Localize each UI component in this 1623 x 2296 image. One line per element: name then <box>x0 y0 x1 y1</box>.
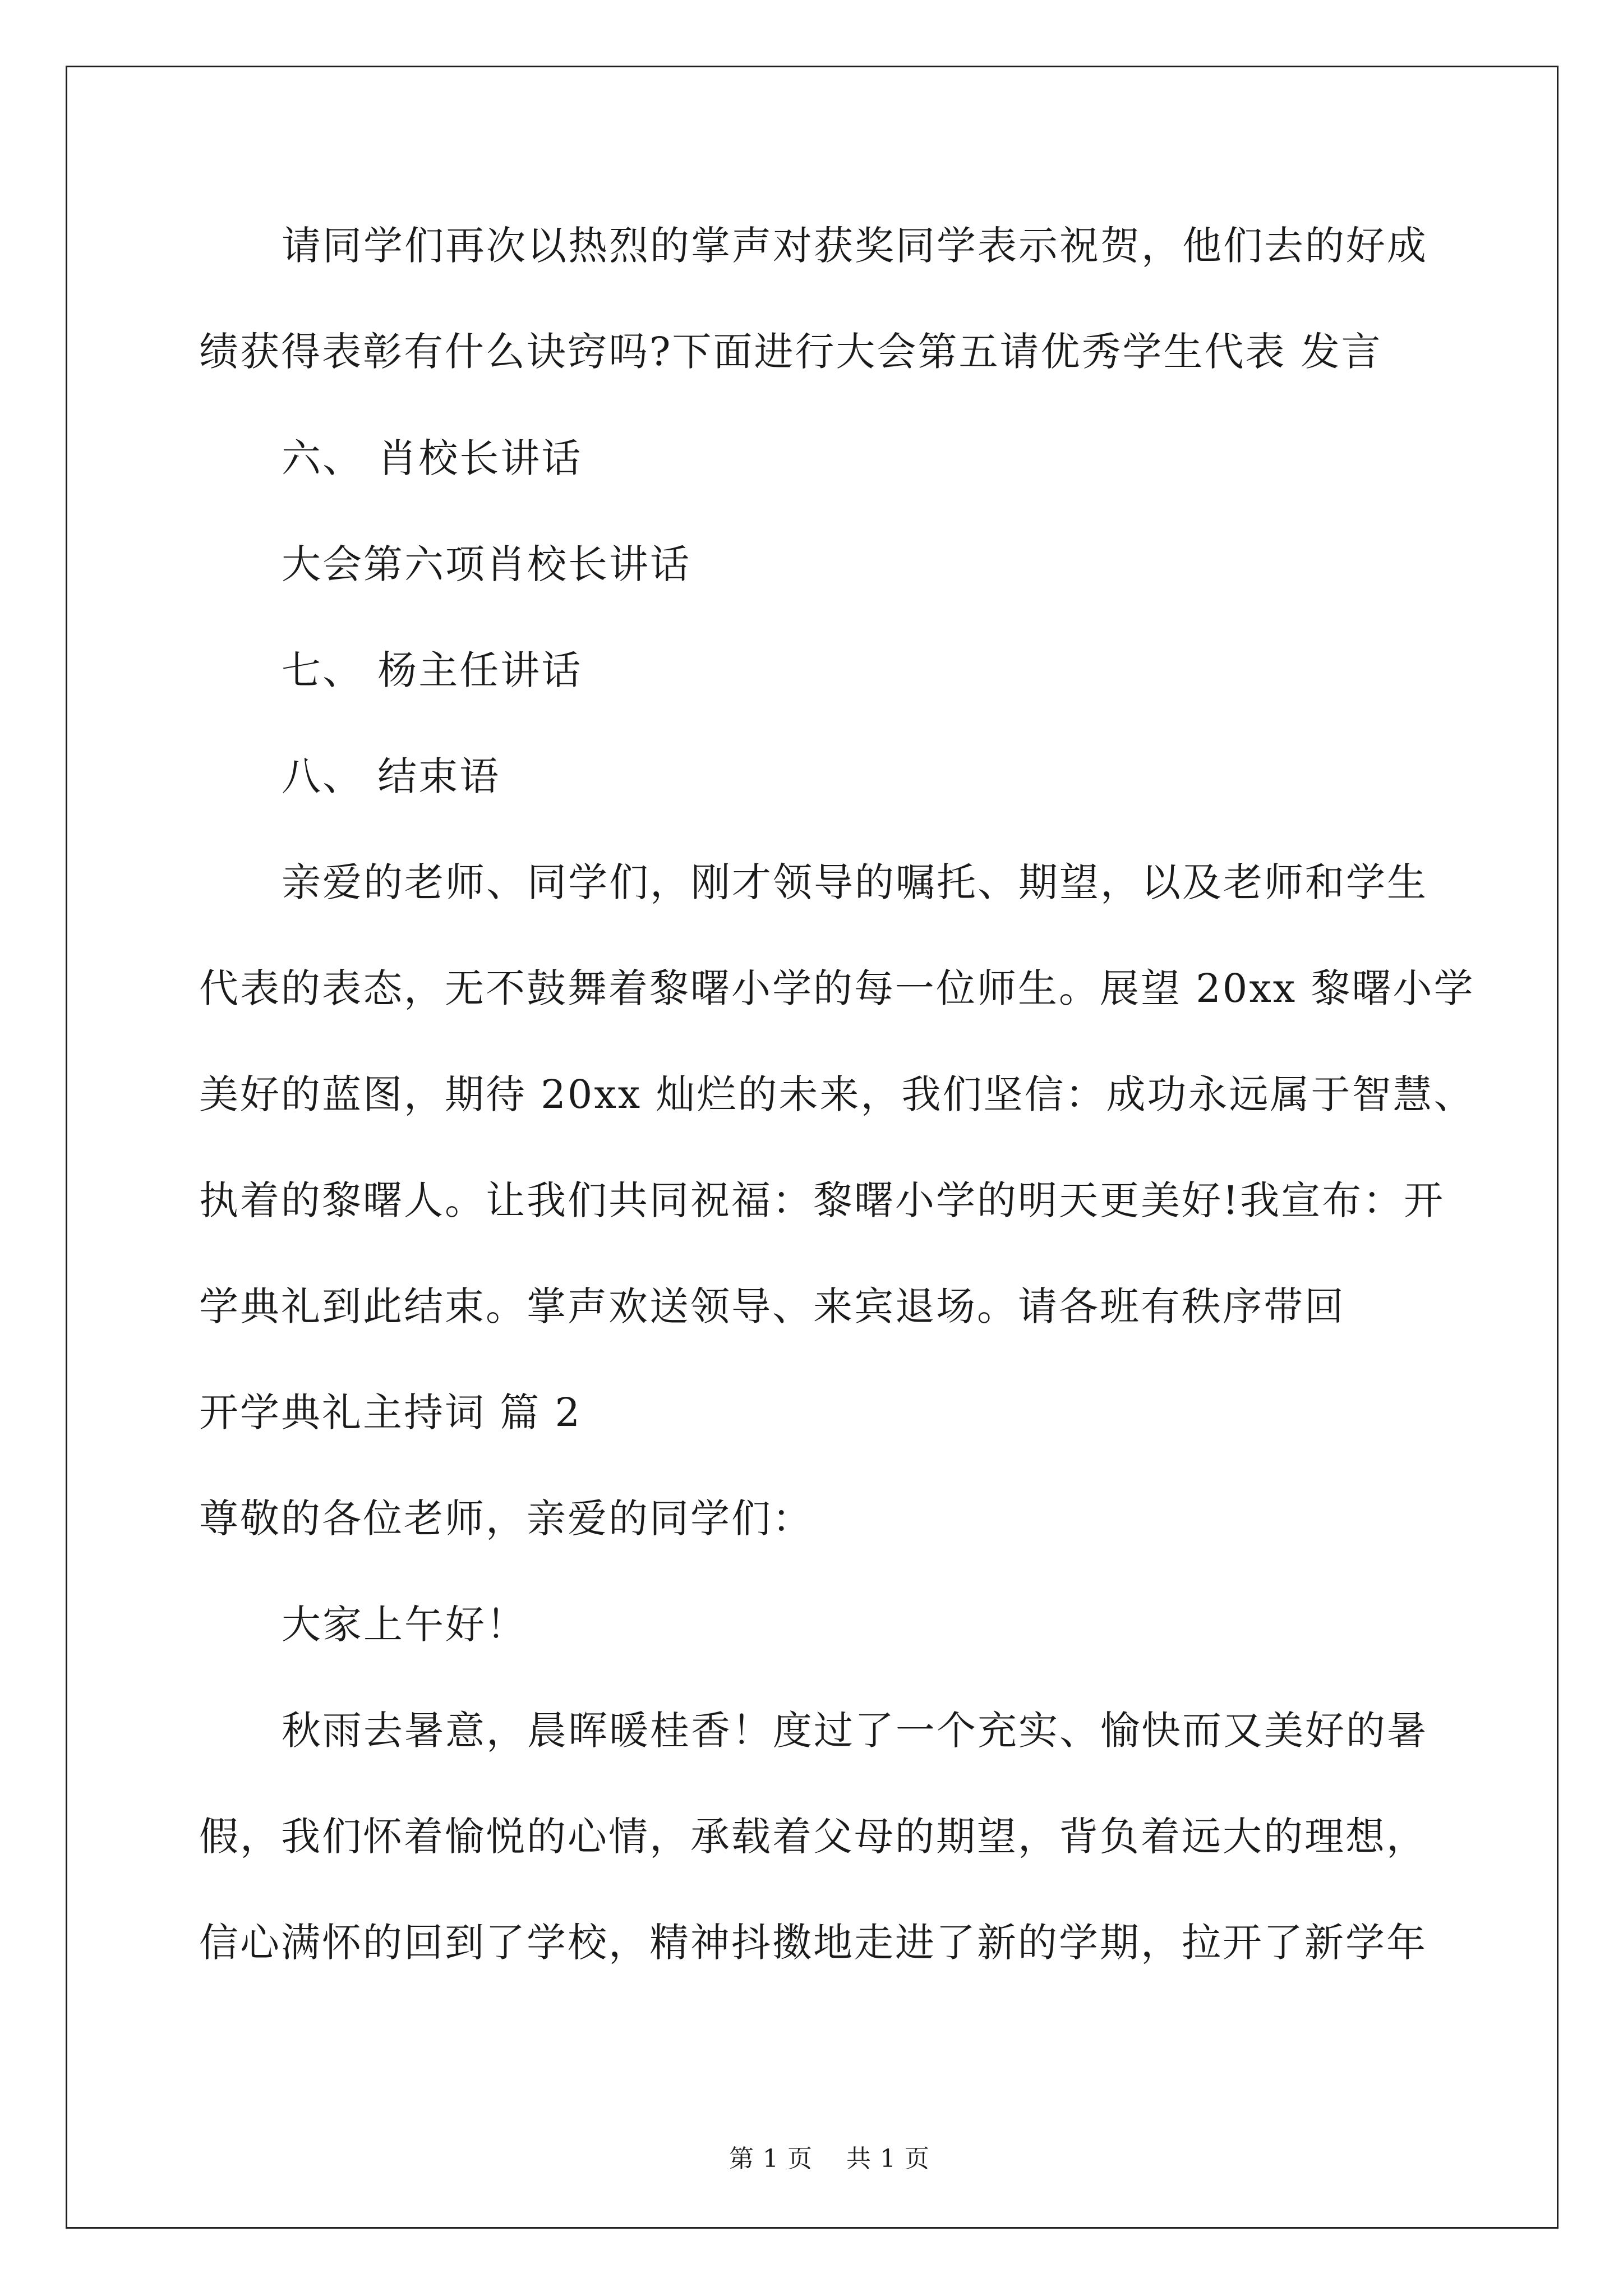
greeting: 大家上午好！ <box>282 1602 527 1648</box>
paragraph-line: 绩获得表彰有什么诀窍吗?下面进行大会第五请优秀学生代表 发言 <box>199 329 1382 375</box>
paragraph-line: 美好的蓝图，期待 20xx 灿烂的未来，我们坚信：成功永远属于智慧、 <box>199 1071 1475 1117</box>
page-border <box>66 66 1559 2229</box>
paragraph-line: 亲爱的老师、同学们，刚才领导的嘱托、期望，以及老师和学生 <box>282 859 1428 905</box>
paragraph-line: 学典礼到此结束。掌声欢送领导、来宾退场。请各班有秩序带回 <box>199 1283 1345 1329</box>
page-footer <box>729 2138 930 2174</box>
article-heading: 开学典礼主持词 篇 2 <box>199 1389 582 1435</box>
salutation: 尊敬的各位老师，亲爱的同学们： <box>199 1496 813 1542</box>
page-number: 第 1 页 <box>729 2145 813 2173</box>
paragraph-line: 执着的黎曙人。让我们共同祝福：黎曙小学的明天更美好!我宣布：开 <box>199 1177 1445 1223</box>
paragraph-line: 请同学们再次以热烈的掌声对获奖同学表示祝贺，他们去的好成 <box>282 223 1428 269</box>
paragraph-line: 代表的表态，无不鼓舞着黎曙小学的每一位师生。展望 20xx 黎曙小学 <box>199 965 1475 1011</box>
section-heading: 八、 结束语 <box>282 753 501 799</box>
section-heading: 七、 杨主任讲话 <box>282 647 583 693</box>
paragraph-line: 大会第六项肖校长讲话 <box>282 541 691 587</box>
page-total: 共 1 页 <box>846 2145 930 2173</box>
paragraph-line: 信心满怀的回到了学校，精神抖擞地走进了新的学期，拉开了新学年 <box>199 1920 1427 1966</box>
paragraph-line: 假，我们怀着愉悦的心情，承载着父母的期望，背负着远大的理想， <box>199 1814 1427 1860</box>
paragraph-line: 秋雨去暑意，晨晖暖桂香！度过了一个充实、愉快而又美好的暑 <box>282 1708 1428 1754</box>
section-heading: 六、 肖校长讲话 <box>282 435 583 481</box>
